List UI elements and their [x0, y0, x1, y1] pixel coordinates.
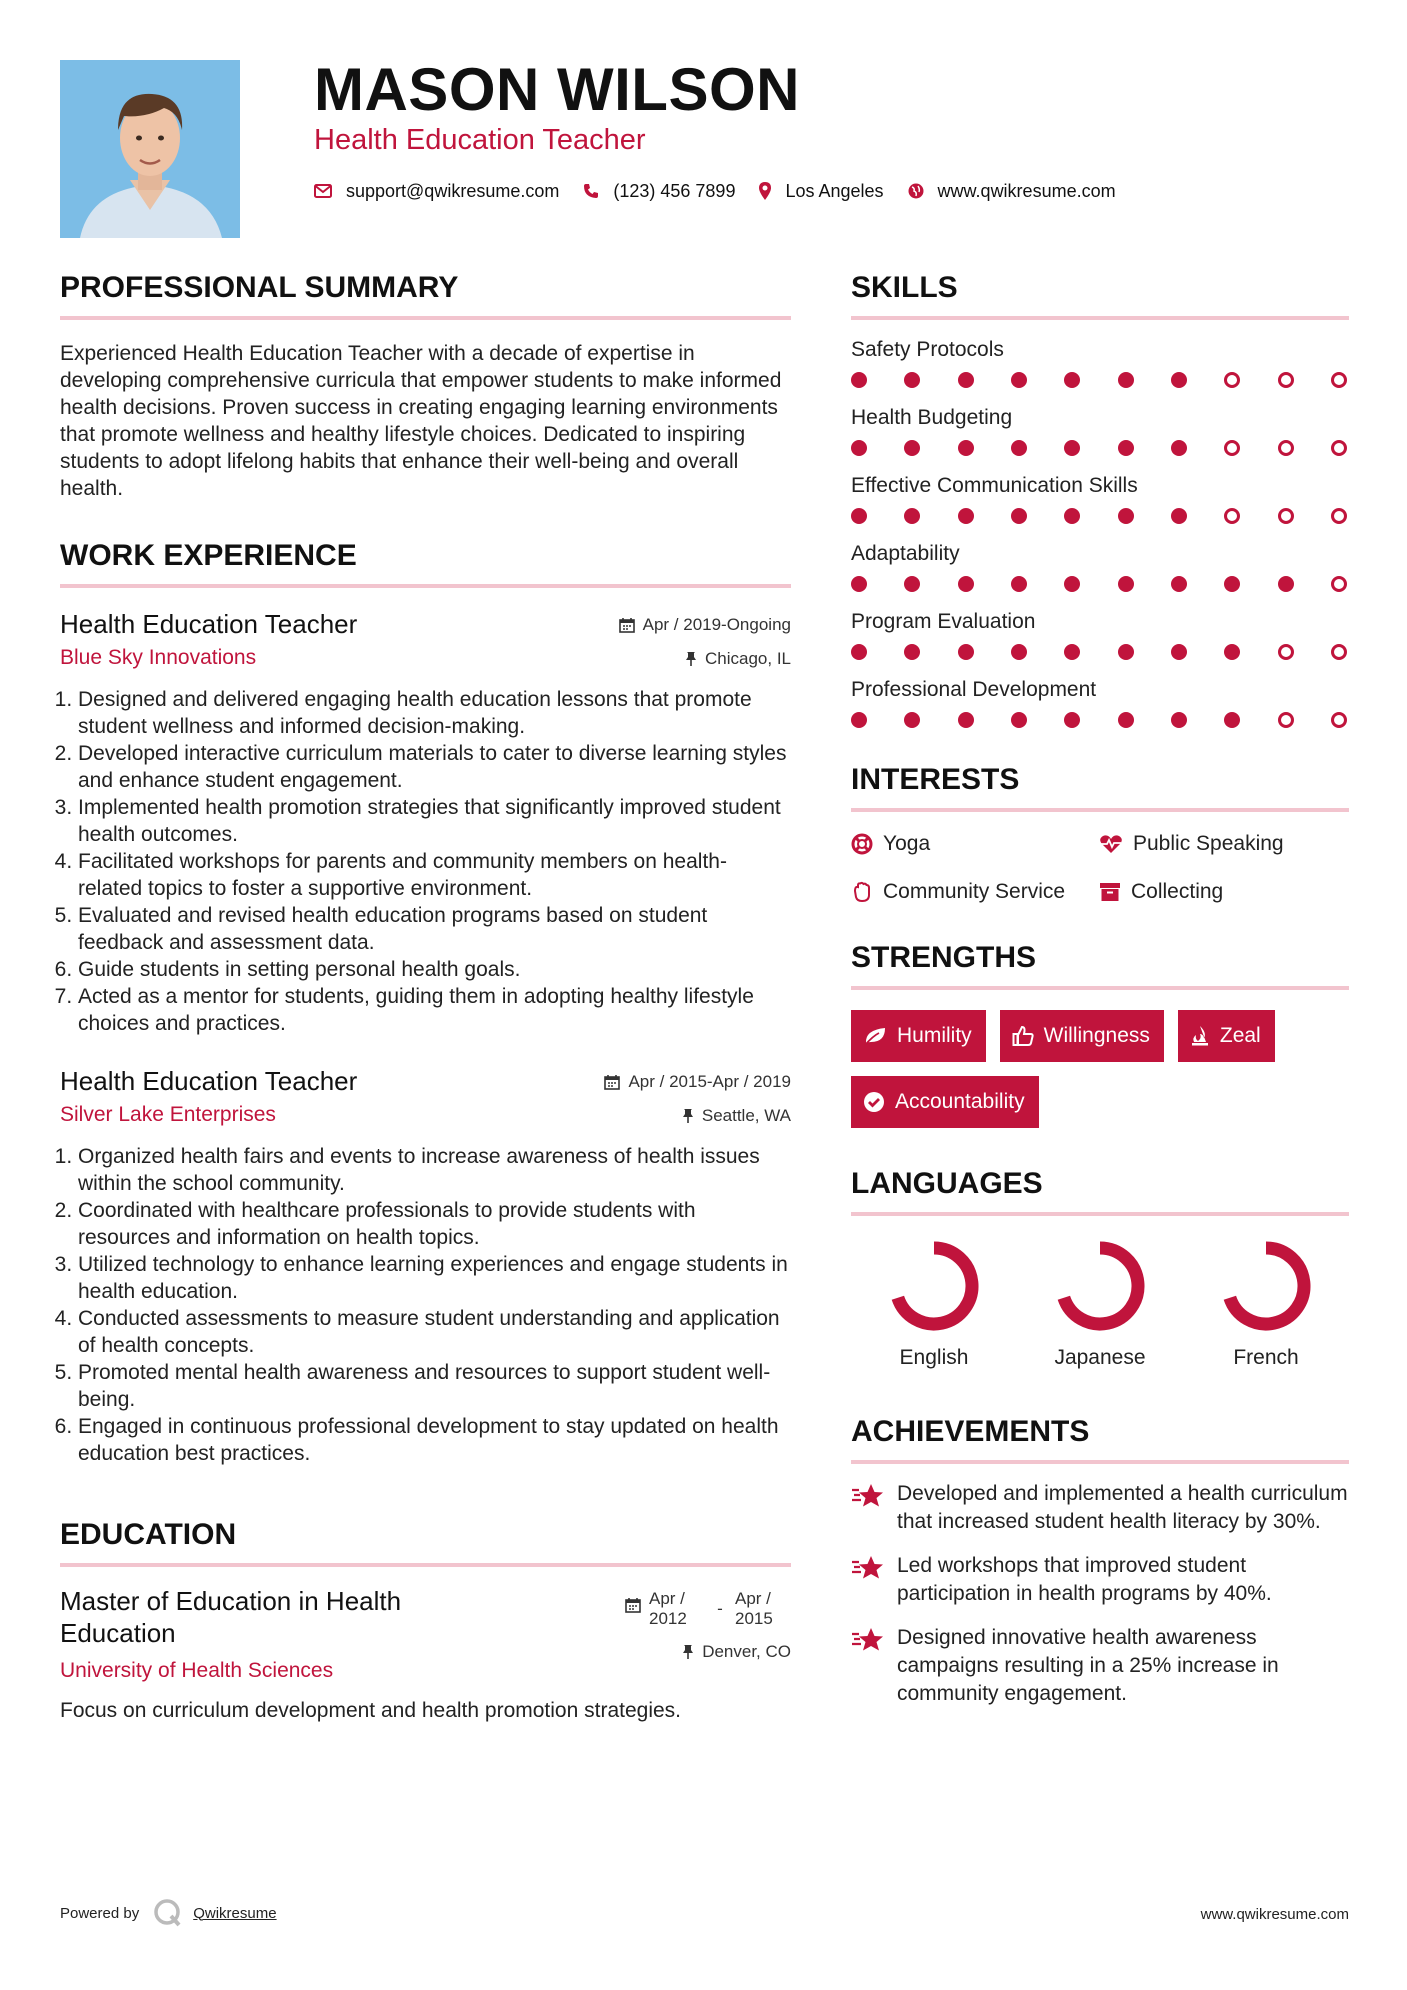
duty-item: 4. Facilitated workshops for parents and community members on health-related topics to foster a supportive environment.	[78, 848, 791, 902]
rating-dot-filled	[904, 508, 920, 524]
job-duties	[60, 686, 791, 1037]
rating-dot-empty	[1278, 508, 1294, 524]
achievement-item	[851, 1480, 1349, 1536]
rating-dot-filled	[1171, 712, 1187, 728]
language-name: French	[1233, 1346, 1299, 1369]
contact-location	[759, 181, 883, 202]
rating-dot-empty	[1331, 644, 1347, 660]
skill-item	[851, 540, 1349, 592]
rating-dot-filled	[904, 644, 920, 660]
duty-item: 3. Utilized technology to enhance learning experiences and engage students in health education.	[78, 1251, 791, 1305]
duty-item: 5. Evaluated and revised health education programs based on student feedback and assessment data.	[78, 902, 791, 956]
interests-heading: INTERESTS	[851, 762, 1349, 812]
rating-dot-filled	[958, 372, 974, 388]
star-icon	[851, 1554, 885, 1582]
calendar-icon	[625, 1597, 641, 1613]
rating-dot-filled	[1171, 576, 1187, 592]
skill-name: Safety Protocols	[851, 338, 1004, 361]
rating-dot-empty	[1331, 576, 1347, 592]
rating-dot-empty	[1224, 372, 1240, 388]
rating-dot-filled	[851, 508, 867, 524]
contact-phone[interactable]	[583, 181, 735, 202]
contact-bar	[314, 176, 1140, 206]
contact-website[interactable]	[908, 181, 1116, 202]
duty-item: 7. Acted as a mentor for students, guiding them in adopting healthy lifestyle choices and practices.	[78, 983, 791, 1037]
job-entry	[60, 608, 791, 1037]
skill-item	[851, 404, 1349, 456]
check-circle-icon	[863, 1091, 885, 1113]
rating-dot-filled	[904, 712, 920, 728]
interest-label: Collecting	[1131, 880, 1224, 903]
language-name: English	[899, 1346, 969, 1369]
skill-name: Health Budgeting	[851, 406, 1013, 429]
leaf-icon	[863, 1026, 887, 1046]
rating-dot-filled	[958, 440, 974, 456]
rating-dot-filled	[1064, 372, 1080, 388]
rating-dot-filled	[1064, 576, 1080, 592]
skills-list	[851, 336, 1349, 728]
candidate-name: MASON WILSON	[314, 56, 800, 123]
job-location-text: Seattle, WA	[701, 1106, 791, 1125]
rating-dot-filled	[1278, 576, 1294, 592]
job-dates	[619, 614, 791, 636]
school-name: University of Health Sciences	[60, 1659, 334, 1682]
skill-rating	[851, 644, 1349, 660]
rating-dot-empty	[1331, 372, 1347, 388]
job-title: Health Education Teacher	[60, 609, 358, 639]
right-column	[851, 270, 1349, 1708]
rating-dot-filled	[1064, 508, 1080, 524]
achievements-heading: ACHIEVEMENTS	[851, 1414, 1349, 1464]
skill-name: Professional Development	[851, 678, 1097, 701]
rating-dot-filled	[1011, 440, 1027, 456]
interest-label: Community Service	[883, 880, 1066, 903]
rating-dot-filled	[958, 576, 974, 592]
rating-dot-filled	[904, 576, 920, 592]
language-proficiency-ring	[886, 1238, 982, 1334]
degree-title: Master of Education in Health Education	[60, 1586, 402, 1648]
languages-list	[851, 1238, 1349, 1372]
archive-icon	[1099, 881, 1121, 903]
rating-dot-filled	[1011, 644, 1027, 660]
languages-heading: LANGUAGES	[851, 1166, 1349, 1216]
job-entry	[60, 1065, 791, 1467]
skill-item	[851, 608, 1349, 660]
interest-label: Public Speaking	[1133, 832, 1284, 855]
interest-item	[1099, 878, 1349, 906]
work-heading: WORK EXPERIENCE	[60, 538, 791, 588]
brand-link[interactable]: Qwikresume	[193, 1904, 277, 1922]
education-note: Focus on curriculum development and health promotion strategies.	[60, 1699, 681, 1722]
skill-item	[851, 472, 1349, 524]
rating-dot-filled	[958, 508, 974, 524]
job-location	[685, 648, 791, 670]
avatar	[60, 60, 240, 238]
rating-dot-filled	[1011, 508, 1027, 524]
map-pin-icon	[759, 182, 771, 200]
rating-dot-filled	[1171, 440, 1187, 456]
contact-phone-text: (123) 456 7899	[613, 180, 736, 201]
strength-tag	[851, 1010, 986, 1062]
duty-item: 2. Developed interactive curriculum materials to cater to diverse learning styles and enhance student engagement.	[78, 740, 791, 794]
duty-item: 6. Engaged in continuous professional development to stay updated on health education best practices.	[78, 1413, 791, 1467]
pushpin-icon	[685, 651, 697, 667]
envelope-icon	[314, 184, 332, 198]
qwikresume-logo-icon	[153, 1898, 183, 1928]
rating-dot-filled	[1118, 644, 1134, 660]
skill-item	[851, 336, 1349, 388]
job-duties	[60, 1143, 791, 1467]
duty-item: 5. Promoted mental health awareness and resources to support student well-being.	[78, 1359, 791, 1413]
rating-dot-filled	[1011, 576, 1027, 592]
rating-dot-filled	[904, 440, 920, 456]
language-arc	[1064, 1248, 1138, 1324]
rating-dot-filled	[1011, 372, 1027, 388]
contact-email-text: support@qwikresume.com	[346, 180, 560, 201]
skills-heading: SKILLS	[851, 270, 1349, 320]
skill-rating	[851, 440, 1349, 456]
achievement-text: Led workshops that improved student participation in health programs by 40%.	[897, 1554, 1272, 1605]
rating-dot-filled	[1171, 644, 1187, 660]
rating-dot-filled	[1171, 508, 1187, 524]
heartbeat-icon	[1099, 834, 1123, 854]
contact-location-text: Los Angeles	[785, 180, 884, 201]
lifebuoy-icon	[851, 833, 873, 855]
phone-icon	[583, 183, 599, 199]
strength-label: Willingness	[1043, 1024, 1150, 1047]
strength-label: Humility	[897, 1024, 972, 1047]
education-dates	[625, 1589, 791, 1629]
strength-tag	[1000, 1010, 1164, 1062]
duty-item: 3. Implemented health promotion strategies that significantly improved student health outcomes.	[78, 794, 791, 848]
strength-tag	[1178, 1010, 1275, 1062]
language-proficiency-ring	[1218, 1238, 1314, 1334]
rating-dot-filled	[1064, 644, 1080, 660]
date-separator: -	[717, 1599, 723, 1618]
job-location	[682, 1105, 791, 1127]
duty-item: 4. Conducted assessments to measure student understanding and application of health concepts.	[78, 1305, 791, 1359]
education-entry	[60, 1585, 791, 1725]
job-dates-text: Apr / 2015-Apr / 2019	[628, 1072, 791, 1091]
left-column	[60, 270, 791, 1725]
pushpin-icon	[682, 1108, 694, 1124]
job-dates	[604, 1071, 791, 1093]
rating-dot-empty	[1278, 644, 1294, 660]
rating-dot-filled	[1118, 712, 1134, 728]
language-arc	[1230, 1248, 1304, 1324]
calendar-icon	[604, 1074, 620, 1090]
skill-name: Effective Communication Skills	[851, 474, 1138, 497]
achievement-text: Developed and implemented a health curriculum that increased student health literacy by 30%.	[897, 1482, 1348, 1533]
education-location	[682, 1641, 791, 1663]
hand-icon	[851, 881, 873, 903]
rating-dot-filled	[1064, 712, 1080, 728]
rating-dot-filled	[1118, 440, 1134, 456]
skill-rating	[851, 508, 1349, 524]
rating-dot-filled	[904, 372, 920, 388]
strength-tag	[851, 1076, 1039, 1128]
education-heading: EDUCATION	[60, 1517, 791, 1567]
rating-dot-filled	[851, 576, 867, 592]
achievements-list	[851, 1480, 1349, 1708]
duty-item: 6. Guide students in setting personal health goals.	[78, 956, 791, 983]
rating-dot-filled	[1118, 372, 1134, 388]
strengths-list	[851, 1010, 1349, 1142]
interests-list	[851, 830, 1349, 906]
rating-dot-empty	[1278, 372, 1294, 388]
strengths-heading: STRENGTHS	[851, 940, 1349, 990]
rating-dot-empty	[1278, 440, 1294, 456]
skill-rating	[851, 712, 1349, 728]
rating-dot-empty	[1278, 712, 1294, 728]
rating-dot-empty	[1224, 440, 1240, 456]
education-start: Apr / 2012	[649, 1589, 687, 1628]
job-location-text: Chicago, IL	[705, 649, 791, 668]
strength-label: Accountability	[895, 1090, 1025, 1113]
candidate-role: Health Education Teacher	[314, 124, 646, 156]
fire-icon	[1190, 1025, 1210, 1047]
globe-icon	[908, 183, 924, 199]
skill-rating	[851, 576, 1349, 592]
star-icon	[851, 1626, 885, 1654]
skill-name: Adaptability	[851, 542, 960, 565]
interest-item	[851, 830, 1099, 858]
rating-dot-empty	[1331, 508, 1347, 524]
rating-dot-filled	[1224, 644, 1240, 660]
rating-dot-filled	[1118, 576, 1134, 592]
language-item	[851, 1238, 1017, 1372]
skill-name: Program Evaluation	[851, 610, 1036, 633]
footer-powered-by	[60, 1898, 277, 1928]
contact-email[interactable]	[314, 181, 559, 202]
job-company: Silver Lake Enterprises	[60, 1103, 276, 1126]
rating-dot-filled	[1171, 372, 1187, 388]
skill-rating	[851, 372, 1349, 388]
interest-item	[1099, 830, 1349, 858]
skill-item	[851, 676, 1349, 728]
language-proficiency-ring	[1052, 1238, 1148, 1334]
duty-item: 1. Designed and delivered engaging health education lessons that promote student wellness and informed decision-making.	[78, 686, 791, 740]
powered-by-text: Powered by	[60, 1904, 140, 1922]
rating-dot-empty	[1331, 440, 1347, 456]
pushpin-icon	[682, 1644, 694, 1660]
rating-dot-filled	[1224, 576, 1240, 592]
profile-photo	[60, 60, 240, 238]
rating-dot-filled	[851, 644, 867, 660]
achievement-item	[851, 1624, 1349, 1708]
achievement-text: Designed innovative health awareness campaigns resulting in a 25% increase in community engagement.	[897, 1626, 1279, 1705]
rating-dot-empty	[1224, 508, 1240, 524]
calendar-icon	[619, 617, 635, 633]
strength-label: Zeal	[1219, 1024, 1261, 1047]
footer-website[interactable]: www.qwikresume.com	[1200, 1906, 1349, 1923]
thumbs-up-icon	[1012, 1025, 1034, 1047]
rating-dot-empty	[1331, 712, 1347, 728]
education-location-text: Denver, CO	[702, 1642, 791, 1661]
language-name: Japanese	[1054, 1346, 1146, 1369]
summary-text: Experienced Health Education Teacher with a decade of expertise in developing comprehensive curricula that empower students to make informed health decisions. Proven success in creating engaging learning environments that promote wellness and healthy lifestyle choices. Dedicated to inspiring students to adopt lifelong habits that enhance their well-being and overall health.	[60, 342, 782, 500]
rating-dot-filled	[851, 440, 867, 456]
language-arc	[898, 1248, 972, 1324]
rating-dot-filled	[851, 712, 867, 728]
language-item	[1183, 1238, 1349, 1372]
rating-dot-filled	[1224, 712, 1240, 728]
job-company: Blue Sky Innovations	[60, 646, 257, 669]
rating-dot-filled	[958, 644, 974, 660]
interest-item	[851, 878, 1099, 906]
achievement-item	[851, 1552, 1349, 1608]
interest-label: Yoga	[883, 832, 931, 855]
duty-item: 2. Coordinated with healthcare professionals to provide students with resources and information on health topics.	[78, 1197, 791, 1251]
education-end: Apr / 2015	[735, 1589, 773, 1628]
rating-dot-filled	[851, 372, 867, 388]
contact-website-text: www.qwikresume.com	[937, 180, 1116, 201]
rating-dot-filled	[1011, 712, 1027, 728]
job-dates-text: Apr / 2019-Ongoing	[642, 615, 791, 634]
duty-item: 1. Organized health fairs and events to increase awareness of health issues within the school community.	[78, 1143, 791, 1197]
rating-dot-filled	[1118, 508, 1134, 524]
summary-heading: PROFESSIONAL SUMMARY	[60, 270, 791, 320]
job-title: Health Education Teacher	[60, 1066, 358, 1096]
language-item	[1017, 1238, 1183, 1372]
rating-dot-filled	[958, 712, 974, 728]
star-icon	[851, 1482, 885, 1510]
rating-dot-filled	[1064, 440, 1080, 456]
